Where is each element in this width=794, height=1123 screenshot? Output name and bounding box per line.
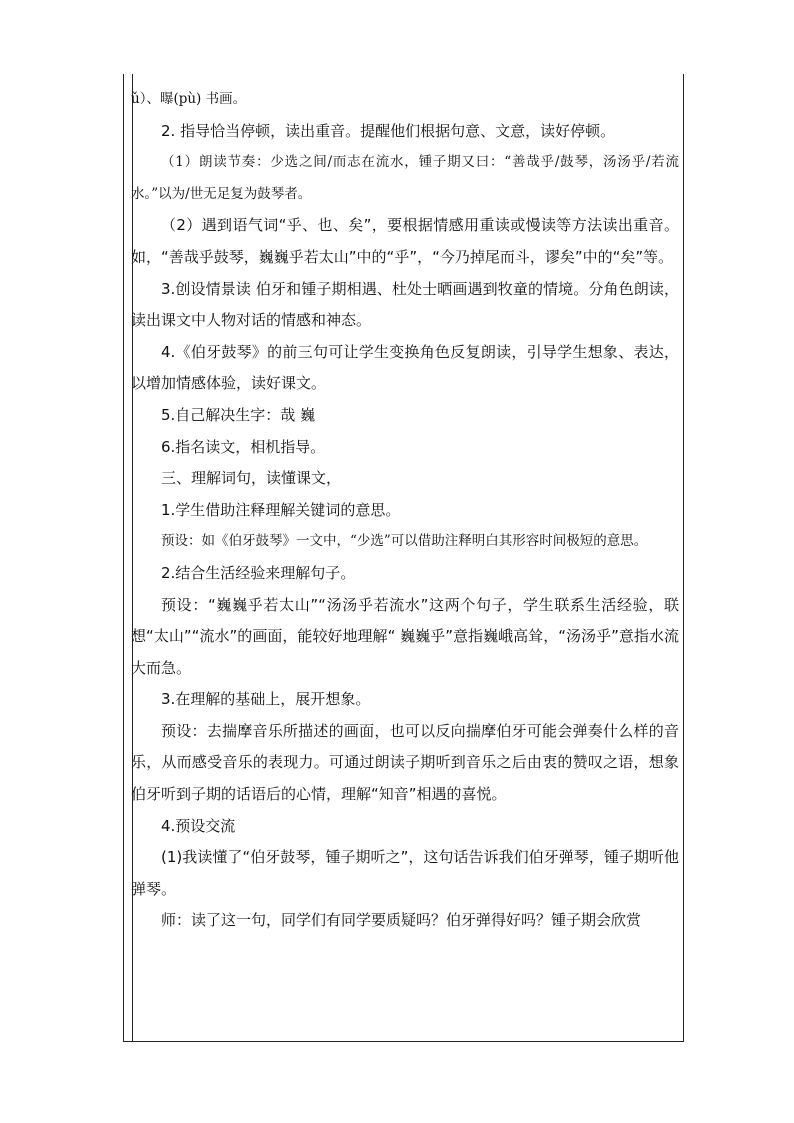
section-heading-understanding: 三、理解词句，读懂课文， — [161, 469, 342, 488]
lesson-content — [131, 84, 679, 937]
paragraph-reading-rhythm: （1）朗读节奏：少选之间/而志在流水，锺子期又曰：“善哉乎/鼓琴，汤汤乎/若流水。”以为/世无足复为鼓琴者。 — [131, 154, 679, 202]
paragraph-pause-guidance: 2. 指导恰当停顿，读出重音。提醒他们根据句意、文意，读好停顿。 — [161, 121, 616, 140]
paragraph-new-characters: 5.自己解决生字：哉 巍 — [161, 405, 316, 424]
paragraph-preset-music: 预设：去揣摩音乐所描述的画面，也可以反向揣摩伯牙可能会弹奏什么样的音乐，从而感受音乐的表现力。可通过朗读子期听到音乐之后由衷的赞叹之语，想象伯牙听到子期的话语后的心情，理解“知音”相遇的喜悦。 — [131, 721, 679, 804]
paragraph-annotations: 1.学生借助注释理解关键词的意思。 — [161, 500, 401, 519]
paragraph-imagination: 3.在理解的基础上，展开想象。 — [161, 690, 371, 709]
paragraph-preset-exchange: 4.预设交流 — [161, 816, 236, 835]
paragraph-pronunciation: ǔ）、曝(pù) 书画。 — [131, 91, 247, 107]
paragraph-understood-sentence: (1)我读懂了“伯牙鼓琴，锺子期听之”，这句话告诉我们伯牙弹琴，锺子期听他弹琴。 — [131, 848, 679, 898]
paragraph-preset-mountain-water: 预设：“巍巍乎若太山”“汤汤乎若流水”这两个句子，学生联系生活经验，联想“太山”“流水”的画面，能较好地理解“ 巍巍乎”意指巍峨高耸，“汤汤乎”意指水流大而急。 — [131, 595, 679, 677]
paragraph-life-experience: 2.结合生活经验来理解句子。 — [161, 563, 356, 582]
paragraph-scenario-reading: 3.创设情景读 伯牙和锺子期相遇、杜处士晒画遇到牧童的情境。分角色朗读，读出课文中人物对话的情感和神态。 — [131, 279, 679, 330]
paragraph-preset-shaoxuan: 预设：如《伯牙鼓琴》一文中，“少选”可以借助注释明白其形容时间极短的意思。 — [161, 533, 648, 550]
paragraph-teacher-question: 师：读了这一句，同学们有同学要质疑吗？伯牙弹得好吗？锺子期会欣赏 — [161, 911, 642, 930]
paragraph-named-reading: 6.指名读文，相机指导。 — [161, 437, 326, 456]
paragraph-modal-particles: （2）遇到语气词“乎、也、矣”，要根据情感用重读或慢读等方法读出重音。如，“善哉乎鼓琴，巍巍乎若太山”中的“乎”，“今乃掉尾而斗，谬矣”中的“矣”等。 — [131, 216, 679, 266]
paragraph-role-reading: 4.《伯牙鼓琴》的前三句可让学生变换角色反复朗读，引导学生想象、表达，以增加情感体验，读好课文。 — [131, 342, 679, 393]
